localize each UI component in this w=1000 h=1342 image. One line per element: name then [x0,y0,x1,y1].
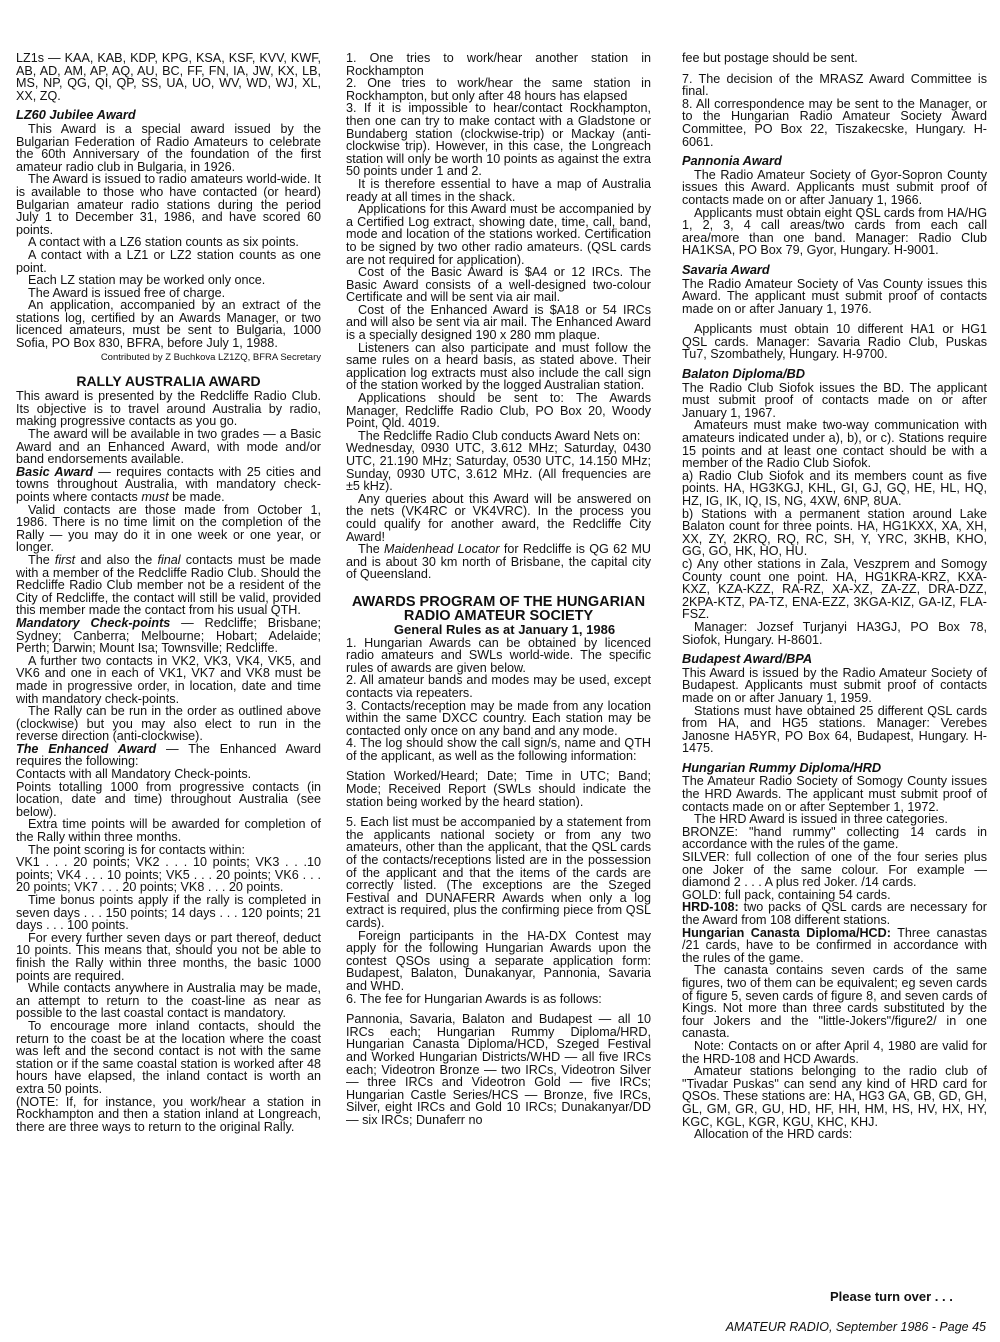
paragraph: Applicants must obtain 10 different HA1 or HG1 QSL cards. Manager: Savaria Radio Club, Puskas Tu7, Szombathely, Hungary. H-9700. [682,322,987,362]
points-list: VK1 . . . 20 points; VK2 . . . 10 points; VK3 . . .10 points; VK4 . . . 10 points; VK5 . . . 20 points; VK6 . . . 20 points; VK7 . . . 20 points; VK8 . . . 20 points. [16,855,321,895]
paragraph: Valid contacts are those made from October 1, 1986. There is no time limit on the completion of the Rally — you may do it in one week or one year, or longer. [16,502,321,555]
note-paragraph: (NOTE: If, for instance, you work/hear a station in Rockhampton and then a station inland at Longreach, there are three ways to return to the original Rally. [16,1094,321,1134]
list-item: 1. One tries to work/hear another station in Rockhampton [346,51,651,78]
paragraph: Extra time points will be awarded for completion of the Rally within three months. [16,817,321,845]
paragraph: This Award is issued by the Radio Amateur Society of Budapest. Applicants must submit proof of contacts made on or after January 1, 1959. [682,665,987,705]
paragraph: The Radio Club Siofok issues the BD. The applicant must submit proof of contacts made on or after January 1, 1967. [682,380,987,420]
log-fields: Station Worked/Heard; Date; Time in UTC; Band; Mode; Received Report (SWLs should indicate the station being worked by the heard station). [346,769,651,809]
paragraph: The Redcliffe Radio Club conducts Award Nets on: [358,428,641,443]
please-turn-over: Please turn over . . . [830,1289,953,1304]
paragraph: A further two contacts in VK2, VK3, VK4, VK5, and VK6 and one in each of VK1, VK7 and VK8 must be made in progressive order, in location, date and time with mandatory check-points. [16,653,321,706]
basic-award-label: Basic Award [16,464,93,479]
lz1-call-list: LZ1s — KAA, KAB, KDP, KPG, KSA, KSF, KVV, KWF, AB, AD, AM, AP, AQ, AU, BC, FF, FN, IA, JW, KX, LB, MS, NP, QG, QI, QP, SS, UA, UO, WV, WD, WJ, XL, XX, ZQ. [16,51,321,103]
hcd-paragraph: Hungarian Canasta Diploma/HCD: Three canastas /21 cards, have to be confirmed in accordance with the rules of the game. [682,925,987,965]
paragraph: The Amateur Radio Society of Somogy County issues the HRD Awards. The applicant must submit proof of contacts made on or after September 1, 1972. [682,774,987,814]
paragraph: Cost of the Enhanced Award is $A18 or 54 IRCs and will also be sent via air mail. The Enhanced Award is a specially designed 190 x 280 mm plaque. [346,302,651,343]
paragraph: fee but postage should be sent. [682,51,858,65]
contributor-credit: Contributed by Z Buchkova LZ1ZQ, BFRA Secretary [100,351,321,363]
balaton-heading: Balaton Diploma/BD [682,366,806,382]
paragraph: Any queries about this Award will be answered on the nets (VK4RC or VK4VRC). In the process you could qualify for another award, the Redcliffe City Award! [346,491,651,544]
column-2 [346,52,651,1127]
list-item: BRONZE: "hand rummy" collecting 14 cards in accordance with the rules of the game. [682,824,987,852]
paragraph: Foreign participants in the HA-DX Contest may apply for the following Hungarian Awards upon the contest QSOs using a separate application form: Budapest, Balaton, Dunakanyar, Pannonia, Savaria and WHD. [346,928,651,993]
list-item: SILVER: full collection of one of the four series plus one Joker of the same colour. For example — diamond 2 . . . A plus red Joker. /14 cards. [682,850,987,890]
paragraph: Note: Contacts on or after April 4, 1980 are valid for the HRD-108 and HCD Awards. [682,1038,987,1066]
page-number: Page 45 [939,1320,986,1334]
paragraph: The HRD Award is issued in three categories. [694,812,948,827]
paragraph: The Rally can be run in the order as outlined above (clockwise) but you may also elect to run in the reverse direction (anti-clockwise). [16,704,321,744]
mandatory-checkpoints-label: Mandatory Check-points [16,615,171,630]
hrd-108-paragraph: HRD-108: two packs of QSL cards are necessary for the Award from 108 different stations. [682,900,987,927]
paragraph: An application, accompanied by an extract of the stations log, certified by an Awards Manager, or two licenced amateurs, must be sent to Bulgaria, 1000 Sofia, PO Box 830, BFRA, before July 1, 1988. [16,298,321,351]
paragraph: The award will be available in two grades — a Basic Award and an Enhanced Award, with mode and/or band endorsements available. [16,427,321,467]
hrd-heading: Hungarian Rummy Diploma/HRD [682,759,882,775]
paragraph: The point scoring is for contacts within: [28,842,245,857]
paragraph: Applications should be sent to: The Awards Manager, Redcliffe Radio Club, PO Box 20, Woody Point, Qld. 4019. [346,391,651,431]
list-item: b) Stations with a permanent station around Lake Balaton count for three points. HA, HG1KXX, XA, XH, XX, ZY, 2KRQ, RQ, RC, SH, Y, YRC, 3KHB, KHO, GG, GO, HK, HO, HU. [682,506,987,559]
general-rules-subheading: General Rules as at January 1, 1986 [393,621,616,637]
column-1 [16,52,321,1133]
page-footer [726,1320,986,1334]
paragraph: It is therefore essential to have a map of Australia ready at all times in the shack. [346,176,651,204]
first-final-paragraph: The first and also the final contacts must be made with a member of the Redcliffe Radio Club. Should the Redcliffe Radio Club member not be a resident of the City of Redcliffe, the contact will still be valid, provided this member made the contact from his usual QTH. [16,552,321,618]
paragraph: Time bonus points apply if the rally is completed in seven days . . . 150 points; 14 days . . . 120 points; 21 days . . . 100 points. [16,893,321,933]
rule-item: 8. All correspondence may be sent to the Manager, or to the Hungarian Radio Amateur Society Award Committee, PO Box 22, Tiszakecske, Hungary. H- 6061. [682,96,987,149]
paragraph: While contacts anywhere in Australia may be made, an attempt to return to the coast-line as near as possible to the last coastal contact is mandatory. [16,981,321,1021]
hungarian-awards-heading: AWARDS PROGRAM OF THE HUNGARIAN RADIO AMATEUR SOCIETY [351,593,646,625]
locator-paragraph: The Maidenhead Locator for Redcliffe is QG 62 MU and is about 30 km north of Brisbane, the capital city of Queensland. [346,542,651,582]
lz60-heading: LZ60 Jubilee Award [16,107,136,123]
rule-item: 4. The log should show the call sign/s, name and QTH of the applicant, as well as the following information: [346,736,651,763]
paragraph: A contact with a LZ6 station counts as six points. [28,235,299,250]
rule-item: 2. All amateur bands and modes may be used, except contacts via repeaters. [346,673,651,700]
paragraph: Points totalling 1000 from progressive contacts (in location, date and time) throughout Australia (see below). [16,779,321,819]
paragraph: The Award is issued free of charge. [28,285,226,300]
rule-item: 1. Hungarian Awards can be obtained by licenced radio amateurs and SWLs world-wide. The specific rules of awards are given below. [346,635,651,675]
rule-item: 3. Contacts/reception may be made from any location within the same DXCC country. Each station may be contacted only once on any band and any mode. [346,698,651,738]
paragraph: For every further seven days or part thereof, deduct 10 points. This means that, should you not be able to finish the Rally within three months, the basic 1000 points are required. [16,930,321,983]
paragraph: Listeners can also participate and must follow the same rules on a heard basis, as stated above. Their application log extracts must also include the call sign of the station worked by the logged Australian station. [346,340,651,393]
net-schedule: Wednesday, 0930 UTC, 3.612 MHz; Saturday, 0430 UTC, 21.190 MHz; Saturday, 0530 UTC, 14.150 MHz; Sunday, 0930 UTC, 3.612 MHz. (All frequencies are ±5 kHz). [346,441,651,494]
column-3 [682,52,987,1141]
savaria-heading: Savaria Award [682,261,770,277]
rule-item: 5. Each list must be accompanied by a statement from the applicants national society or from any two amateurs, other than the applicant, that the QSL cards of the contacts/receptions listed are in the possession of the applicant and that the items of the cards are correctly listed. (The exceptions are the Szeged Festival and DUNAFERR Awards when only a log extract is required, plus the confirming piece from QSL cards). [346,815,651,930]
paragraph: This award is presented by the Redcliffe Radio Club. Its objective is to travel around Australia by radio, making progressive contacts as you go. [16,389,321,429]
paragraph: To encourage more inland contacts, should the return to the coast be at the location where the coast was left and the second contact is not with the same station or if the same coastal station is worked after 48 hours have elapsed, the inland contact is worth an extra 50 points. [16,1018,321,1096]
rule-item: 6. The fee for Hungarian Awards is as follows: [346,991,602,1006]
paragraph: Amateurs must make two-way communication with amateurs indicated under a), b), or c). Stations require 15 points and at least one contact should be with a member of the Radio Club Siofok. [682,418,987,471]
paragraph: The canasta contains seven cards of the same figures, two of them can be equivalent; eg seven cards of figure 5, seven cards of figure 8, and seven cards of Kings. Not more than three cards substituted by the four Jokers and the "little-Jokers"/figure2/ in one canasta. [682,963,987,1041]
paragraph: Contacts with all Mandatory Check-points. [16,767,252,782]
mandatory-checkpoints-paragraph: Mandatory Check-points — Redcliffe; Brisbane; Sydney; Canberra; Melbourne; Hobart; Adelaide; Perth; Darwin; Mount Isa; Townsville; Redcliffe. [16,615,321,656]
list-item: GOLD: full pack, containing 54 cards. [682,887,891,902]
paragraph: Amateur stations belonging to the radio club of "Tivadar Puskas" can send any kind of HRD card for QSOs. These stations are: HA, HG3 GA, GB, GD, GH, GL, GM, GR, GU, HD, HF, HH, HM, HS, HV, HX, HY, KGC, KGL, KGR, KGU, KHC, KHJ. [682,1064,987,1129]
enhanced-award-label: The Enhanced Award [16,741,157,756]
paragraph: The Radio Amateur Society of Gyor-Sopron County issues this Award. Applicants must submit proof of contacts made on or after January 1, 1966. [682,167,987,207]
enhanced-award-paragraph: The Enhanced Award — The Enhanced Award requires the following: [16,741,322,769]
list-item: c) Any other stations in Zala, Veszprem and Somogy County count one point. HA, HG1KRA-KRZ, KXA-KXZ, KZA-KZZ, RA-RZ, XA-XZ, ZA-ZZ, DRA-DZZ, 2KPA-KTZ, PA-TZ, ENA-EZZ, 3KGA-KIZ, GA-IZ, FLA-FSZ. [682,556,987,622]
list-item: a) Radio Club Siofok and its members count as five points. HA, HG3KGJ, KHL, GI, GJ, GQ, HE, HL, HQ, HZ, IG, IK, IQ, IS, NG, 4XW, 6NP, 8UA. [682,468,987,508]
budapest-heading: Budapest Award/BPA [682,651,813,667]
fee-list: Pannonia, Savaria, Balaton and Budapest — all 10 IRCs each; Hungarian Rummy Diploma/HRD, Hungarian Canasta Diploma/HCD, Szeged Festival and Worked Hungarian Districts/WHD — all five IRCs each; Videotron Bronze — two IRCs, Videotron Silver — three IRCs and Videotron Gold — five IRCs; Hungarian Castle Series/HCS — Bronze, five IRCs, Silver, eight IRCs and Gold 10 IRCs; Dunakanyar/DD — six IRCs; Dunaferr no [346,1012,651,1127]
paragraph: Stations must have obtained 25 different QSL cards from HA, and HG5 stations. Manager: Verebes Janosne HA5YR, PO Box 64, Budapest, Hungary. H- 1475. [682,703,987,756]
paragraph: Applications for this Award must be accompanied by a Certified Log extract, showing date, time, call, band, mode and location of the stations worked. Certification to be signed by two other radio amateurs. (QSL cards are not required for application). [346,202,651,267]
paragraph: A contact with a LZ1 or LZ2 station counts as one point. [16,247,321,275]
paragraph: Allocation of the HRD cards: [694,1127,853,1142]
list-item: 2. One tries to work/hear the same station in Rockhampton, but only after 48 hours has elapsed [346,76,651,103]
rally-australia-heading: RALLY AUSTRALIA AWARD [76,373,261,390]
magazine-name: AMATEUR RADIO [725,1320,829,1334]
paragraph: The Radio Amateur Society of Vas County issues this Award. The applicant must submit proof of contacts made on or after January 1, 1976. [682,276,987,316]
basic-award-paragraph: Basic Award — requires contacts with 25 cities and towns throughout Australia, with mandatory check-points where contacts must be made. [16,464,321,504]
paragraph: The Award is issued to radio amateurs world-wide. It is available to those who have contacted (or heard) Bulgarian amateur radio stations during the period July 1 to December 31, 1986, and have scored 60 points. [16,172,321,237]
pannonia-heading: Pannonia Award [682,153,782,169]
issue-date: , September 1986 - [828,1320,940,1334]
paragraph: Manager: Jozsef Turjanyi HA3GJ, PO Box 78, Siofok, Hungary. H-8601. [682,619,987,647]
paragraph: Applicants must obtain eight QSL cards from HA/HG 1, 2, 3, 4 call areas/two cards from each call area/more than one band. Manager: Radio Club HA1KSA, PO Box 79, Gyor, Hungary. H-9001. [682,205,987,258]
paragraph: Cost of the Basic Award is $A4 or 12 IRCs. The Basic Award consists of a well-designed two-colour Certificate and will be sent via air mail. [346,265,651,305]
rule-item: 7. The decision of the MRASZ Award Committee is final. [682,71,987,99]
list-item: 3. If it is impossible to hear/contact Rockhampton, then one can try to make contact with a Gladstone or Bundaberg station (clockwise-trip) or Mackay (anti-clockwise trip). However, in this case, the Longreach station will only be worth 10 points as against the extra 50 points under 1 and 2. [346,101,651,179]
paragraph: This Award is a special award issued by the Bulgarian Federation of Radio Amateurs to celebrate the 60th Anniversary of the foundation of the first amateur radio club in Bulgaria, in 1926. [16,121,321,174]
paragraph: Each LZ station may be worked only once. [28,273,266,288]
